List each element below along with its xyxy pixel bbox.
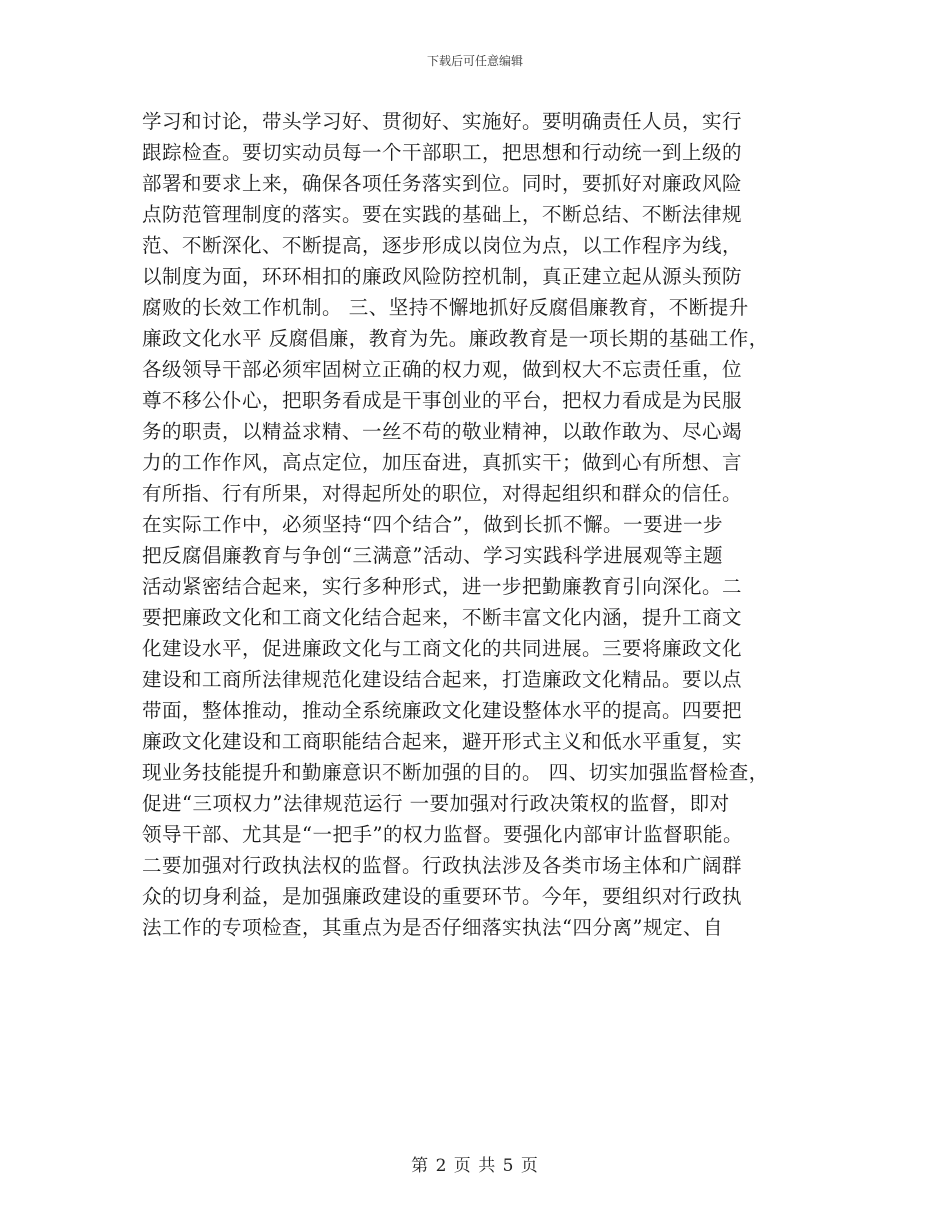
text-line: 点防范管理制度的落实。要在实践的基础上，不断总结、不断法律规	[142, 203, 743, 226]
text-line: 在实际工作中，必须坚持“四个结合”，做到长抓不懈。一要进一步	[142, 513, 723, 536]
text-line: 二要加强对行政执法权的监督。行政执法涉及各类市场主体和广阔群	[142, 854, 743, 877]
text-line: 范、不断深化、不断提高，逐步形成以岗位为点，以工作程序为线，	[142, 234, 743, 257]
text-line: 跟踪检查。要切实动员每一个干部职工，把思想和行动统一到上级的	[142, 141, 743, 164]
text-line: 带面，整体推动，推动全系统廉政文化建设整体水平的提高。四要把	[142, 699, 743, 722]
text-line: 建设和工商所法律规范化建设结合起来，打造廉政文化精品。要以点	[142, 668, 743, 691]
text-line: 众的切身利益，是加强廉政建设的重要环节。今年，要组织对行政执	[142, 885, 743, 908]
text-line: 领导干部、尤其是“一把手”的权力监督。要强化内部审计监督职能。	[142, 823, 743, 846]
text-line: 力的工作作风，高点定位，加压奋进，真抓实干；做到心有所想、言	[142, 451, 743, 474]
text-line: 以制度为面，环环相扣的廉政风险防控机制，真正建立起从源头预防	[142, 265, 743, 288]
page-header: 下载后可任意编辑	[426, 54, 523, 68]
body-text	[142, 106, 832, 943]
text-line: 廉政文化水平 反腐倡廉，教育为先。廉政教育是一项长期的基础工作，	[142, 327, 769, 350]
text-line: 活动紧密结合起来，实行多种形式，进一步把勤廉教育引向深化。二	[142, 575, 743, 598]
text-line: 部署和要求上来，确保各项任务落实到位。同时，要抓好对廉政风险	[142, 172, 743, 195]
text-line: 法工作的专项检查，其重点为是否仔细落实执法“四分离”规定、自	[142, 916, 723, 939]
text-line: 务的职责，以精益求精、一丝不苟的敬业精神，以敢作敢为、尽心竭	[142, 420, 743, 443]
text-line: 学习和讨论，带头学习好、贯彻好、实施好。要明确责任人员，实行	[142, 110, 743, 133]
text-line: 腐败的长效工作机制。 三、坚持不懈地抓好反腐倡廉教育，不断提升	[142, 296, 749, 319]
text-line: 把反腐倡廉教育与争创“三满意”活动、学习实践科学进展观等主题	[142, 544, 723, 567]
text-line: 要把廉政文化和工商文化结合起来，不断丰富文化内涵，提升工商文	[142, 606, 743, 629]
text-line: 各级领导干部必须牢固树立正确的权力观，做到权大不忘责任重，位	[142, 358, 743, 381]
text-line: 廉政文化建设和工商职能结合起来，避开形式主义和低水平重复，实	[142, 730, 743, 753]
text-line: 促进“三项权力”法律规范运行 一要加强对行政决策权的监督，即对	[142, 792, 730, 815]
text-line: 尊不移公仆心，把职务看成是干事创业的平台，把权力看成是为民服	[142, 389, 743, 412]
text-line: 有所指、行有所果，对得起所处的职位，对得起组织和群众的信任。	[142, 482, 743, 505]
text-line: 现业务技能提升和勤廉意识不断加强的目的。 四、切实加强监督检查，	[142, 761, 769, 784]
text-line: 化建设水平，促进廉政文化与工商文化的共同进展。三要将廉政文化	[142, 637, 743, 660]
page-number-footer: 第 2 页 共 5 页	[411, 1156, 539, 1176]
